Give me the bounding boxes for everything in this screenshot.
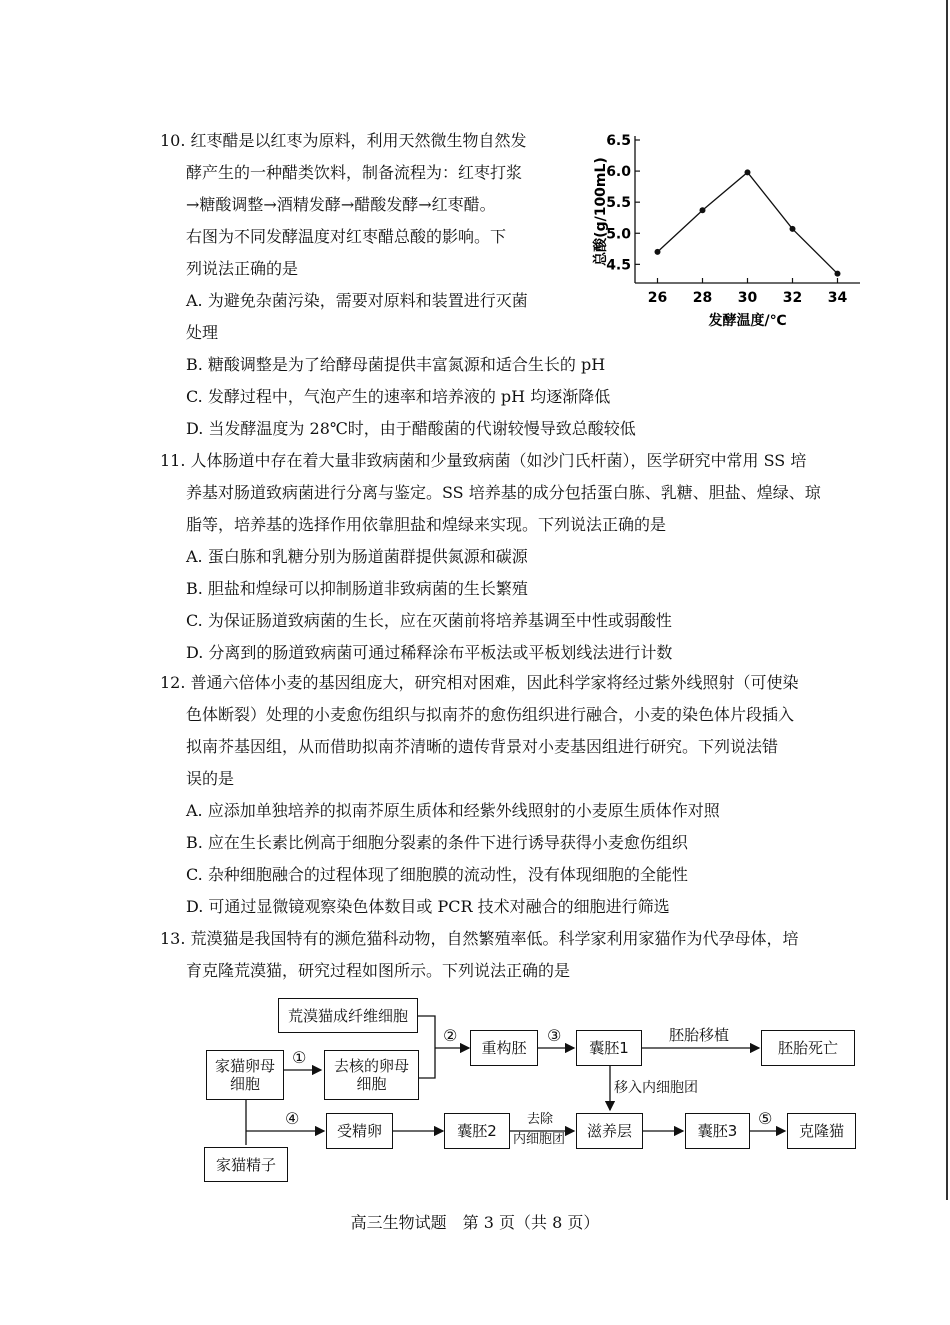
x-tick-label-1: 28 — [692, 290, 713, 306]
page-footer: 高三生物试题 第 3 页（共 8 页） — [350, 1213, 600, 1232]
chart-ticks — [606, 133, 847, 306]
step-1-label: ① — [292, 1048, 307, 1067]
merge-bracket — [418, 1016, 435, 1078]
step-2-label: ② — [443, 1026, 458, 1045]
box-oocyte-line2: 细胞 — [229, 1075, 260, 1093]
q11-stem-line-2: 养基对肠道致病菌进行分离与鉴定。SS 培养基的成分包括蛋白胨、乳糖、胆盐、煌绿、琼 — [186, 483, 821, 502]
step-5-label: ⑤ — [758, 1109, 773, 1128]
y-axis-label: 总酸(g/100mL) — [593, 157, 609, 266]
q11-stem-line-3: 脂等，培养基的选择作用依靠胆盐和煌绿来实现。下列说法正确的是 — [186, 515, 667, 534]
chart-axes — [635, 136, 860, 283]
box-trophoblast: 滋养层 — [576, 1113, 643, 1149]
box-blastocyst-2: 囊胚2 — [444, 1113, 510, 1149]
q10-option-a: A. 为避免杂菌污染，需要对原料和装置进行灭菌 — [186, 291, 528, 310]
q12-option-a: A. 应添加单独培养的拟南芥原生质体和经紫外线照射的小麦原生质体作对照 — [186, 801, 720, 820]
x-tick-label-0: 26 — [647, 290, 668, 306]
y-tick-label-4: 6.5 — [606, 133, 631, 149]
q13-stem-line-2: 育克隆荒漠猫，研究过程如图所示。下列说法正确的是 — [186, 961, 571, 980]
box-blastocyst-3: 囊胚3 — [685, 1113, 750, 1149]
q10-option-b: B. 糖酸调整是为了给酵母菌提供丰富氮源和适合生长的 pH — [186, 355, 606, 374]
q12-stem-line-2: 色体断裂）处理的小麦愈伤组织与拟南芥的愈伤组织进行融合，小麦的染色体片段插入 — [186, 705, 795, 724]
q10-stem-line-1: 10. 红枣醋是以红枣为原料，利用天然微生物自然发 — [160, 131, 527, 150]
box-clone-cat: 克隆猫 — [787, 1113, 856, 1149]
q11-stem-line-1: 11. 人体肠道中存在着大量非致病菌和少量致病菌（如沙门氏杆菌），医学研究中常用 SS 培 — [160, 451, 807, 470]
series-points — [655, 169, 841, 276]
q10-option-a-cont: 处理 — [186, 323, 219, 342]
q10-stem-line-2: 酵产生的一种醋类饮料，制备流程为：红枣打浆 — [186, 163, 523, 182]
q10-stem-line-4: 右图为不同发酵温度对红枣醋总酸的影响。下 — [186, 227, 507, 246]
box-oocyte — [206, 1050, 284, 1100]
q13-stem-line-1: 13. 荒漠猫是我国特有的濒危猫科动物，自然繁殖率低。科学家利用家猫作为代孕母体，培 — [160, 929, 799, 948]
data-point-4 — [835, 271, 841, 277]
q10-stem-line-3: →糖酸调整→酒精发酵→醋酸发酵→红枣醋。 — [186, 195, 496, 214]
q11-option-c: C. 为保证肠道致病菌的生长，应在灭菌前将培养基调至中性或弱酸性 — [186, 611, 672, 630]
q12-stem-line-4: 误的是 — [186, 769, 235, 788]
page-edge-rule — [946, 0, 948, 1200]
remove-icm-label-2: 内细胞团 — [513, 1132, 566, 1147]
y-tick-label-0: 4.5 — [606, 257, 631, 274]
step-3-label: ③ — [547, 1026, 562, 1045]
x-tick-label-3: 32 — [782, 290, 803, 306]
move-icm-label: 移入内细胞团 — [614, 1080, 698, 1096]
data-point-1 — [700, 207, 706, 213]
box-fertilized-egg: 受精卵 — [326, 1113, 393, 1149]
series-line — [658, 172, 838, 273]
q12-option-c: C. 杂种细胞融合的过程体现了细胞膜的流动性，没有体现细胞的全能性 — [186, 865, 688, 884]
box-cat-sperm: 家猫精子 — [204, 1147, 288, 1182]
remove-icm-label-1: 去除 — [527, 1112, 554, 1127]
q10-stem-line-5: 列说法正确的是 — [186, 259, 299, 278]
x-tick-label-2: 30 — [737, 290, 758, 306]
box-fibroblast: 荒漠猫成纤维细胞 — [278, 998, 418, 1033]
data-point-0 — [655, 249, 661, 255]
q12-stem-line-1: 12. 普通六倍体小麦的基因组庞大，研究相对困难，因此科学家将经过紫外线照射（可使染 — [160, 673, 799, 692]
embryo-transfer-label: 胚胎移植 — [669, 1026, 730, 1044]
box-reconstructed-embryo: 重构胚 — [470, 1030, 538, 1066]
data-point-2 — [745, 169, 751, 175]
q11-option-b: B. 胆盐和煌绿可以抑制肠道非致病菌的生长繁殖 — [186, 579, 528, 598]
step-4-label: ④ — [285, 1109, 300, 1128]
q11-option-d: D. 分离到的肠道致病菌可通过稀释涂布平板法或平板划线法进行计数 — [186, 643, 673, 662]
q12-stem-line-3: 拟南芥基因组，从而借助拟南芥清晰的遗传背景对小麦基因组进行研究。下列说法错 — [186, 737, 779, 756]
box-enucleated-line2: 细胞 — [356, 1075, 387, 1093]
q11-option-a: A. 蛋白胨和乳糖分别为肠道菌群提供氮源和碳源 — [186, 547, 528, 566]
box-embryo-death: 胚胎死亡 — [761, 1030, 855, 1066]
q12-option-b: B. 应在生长素比例高于细胞分裂素的条件下进行诱导获得小麦愈伤组织 — [186, 833, 688, 852]
cloning-flow-diagram — [200, 990, 870, 1190]
q10-option-d: D. 当发酵温度为 28℃时，由于醋酸菌的代谢较慢导致总酸较低 — [186, 419, 636, 438]
y-tick-label-3: 6.0 — [606, 164, 631, 181]
box-enucleated-oocyte — [324, 1050, 419, 1100]
x-tick-label-4: 34 — [827, 290, 848, 306]
y-tick-label-1: 5.0 — [606, 226, 631, 243]
box-blastocyst-1: 囊胚1 — [576, 1030, 642, 1066]
x-axis-label: 发酵温度/℃ — [708, 313, 787, 329]
q10-option-c: C. 发酵过程中，气泡产生的速率和培养液的 pH 均逐渐降低 — [186, 387, 611, 406]
total-acid-chart — [585, 128, 875, 338]
y-tick-label-2: 5.5 — [606, 195, 631, 212]
q12-option-d: D. 可通过显微镜观察染色体数目或 PCR 技术对融合的细胞进行筛选 — [186, 897, 670, 916]
box-oocyte-line1: 家猫卵母 — [214, 1057, 275, 1075]
box-enucleated-line1: 去核的卵母 — [333, 1057, 409, 1075]
data-point-3 — [790, 226, 796, 232]
